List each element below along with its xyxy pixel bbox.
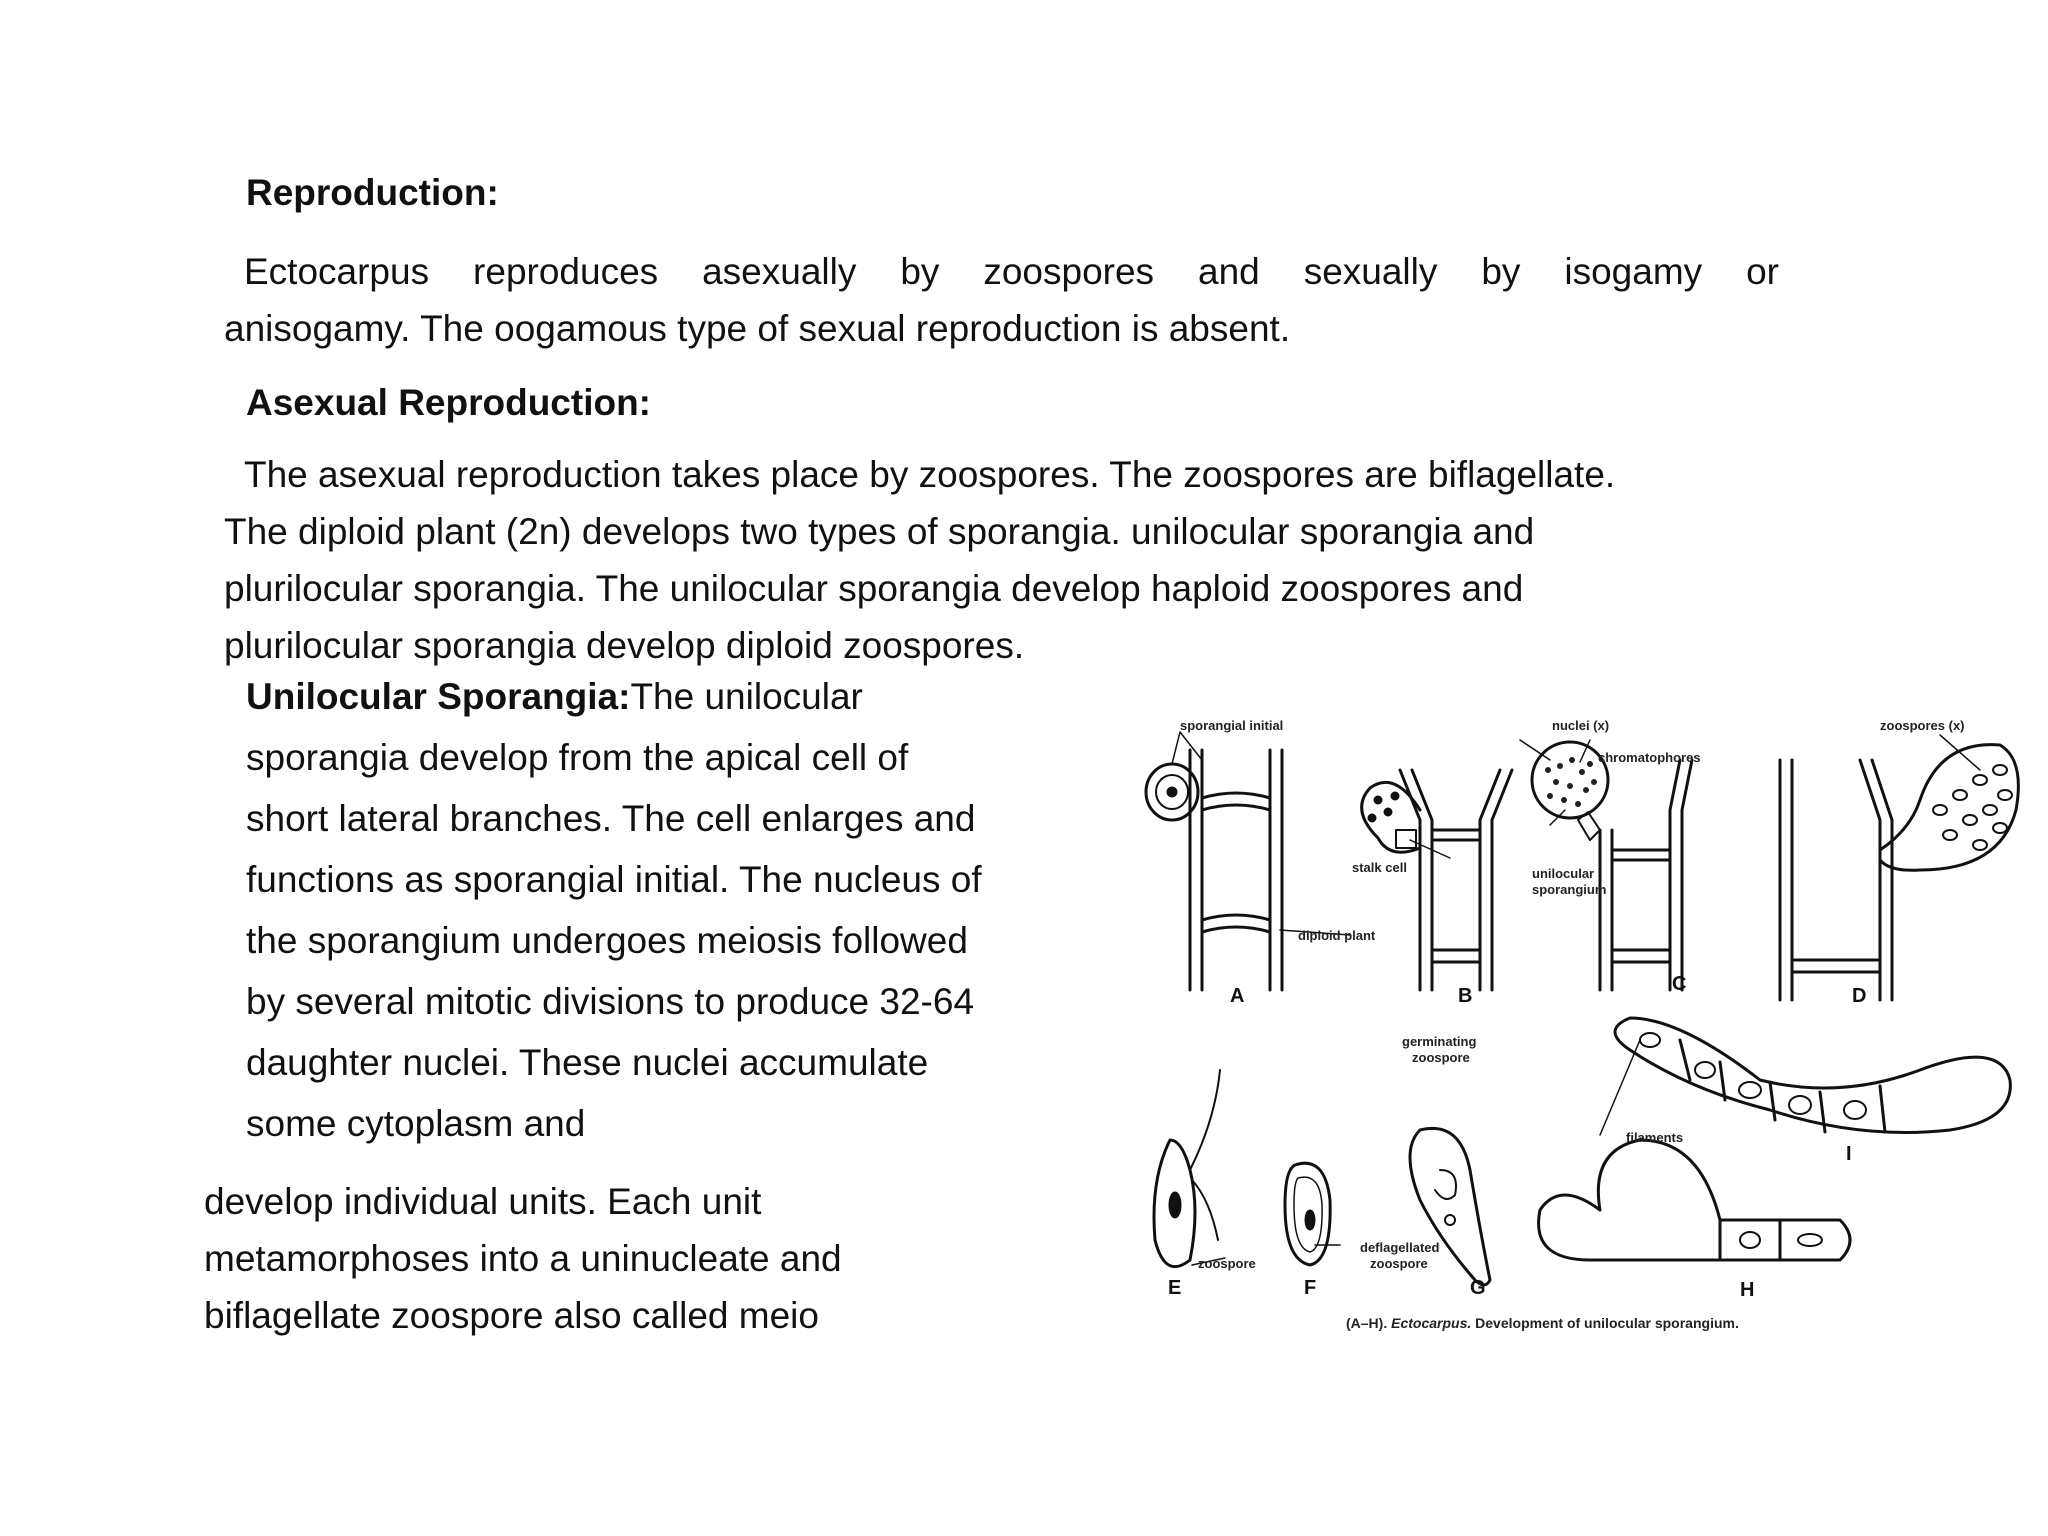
label-filaments: filaments (1626, 1130, 1684, 1145)
label-stalk-cell: stalk cell (1352, 860, 1407, 875)
stage-h-drawing (1539, 1140, 1850, 1260)
figure-caption-prefix: (A–H). (1346, 1315, 1388, 1331)
continued-line-1: develop individual units. Each unit (204, 1181, 762, 1222)
asexual-line-4: plurilocular sporangia develop diploid zoospores. (224, 625, 1025, 666)
stage-letter-g: G (1470, 1277, 1486, 1299)
stage-letter-e: E (1168, 1277, 1182, 1299)
stage-letter-d: D (1852, 985, 1867, 1007)
label-zoospores: zoospores (x) (1880, 718, 1965, 733)
stage-f-drawing (1285, 1163, 1330, 1265)
stage-b-drawing (1362, 770, 1512, 990)
label-diploid-plant: diploid plant (1298, 928, 1376, 943)
stage-letter-h: H (1740, 1279, 1755, 1301)
unilocular-sporangium-figure (1120, 700, 2026, 1340)
heading-asexual: Asexual Reproduction: (246, 382, 651, 423)
label-nuclei: nuclei (x) (1552, 718, 1610, 733)
label-chromatophores: chromatophores (1598, 750, 1701, 765)
unilocular-line: the sporangium undergoes meiosis followed (246, 920, 968, 961)
unilocular-first-line (246, 668, 863, 725)
unilocular-first-line-rest: The unilocular (630, 676, 863, 717)
unilocular-line: by several mitotic divisions to produce 32-64 (246, 981, 975, 1022)
continued-line-2: metamorphoses into a uninucleate and (204, 1238, 842, 1279)
figure-caption-genus: Ectocarpus. (1391, 1315, 1472, 1331)
asexual-line-2: The diploid plant (2n) develops two types of sporangia. unilocular sporangia and (224, 511, 1535, 552)
unilocular-line: short lateral branches. The cell enlarges and (246, 798, 976, 839)
asexual-line-3: plurilocular sporangia. The unilocular sporangia develop haploid zoospores and (224, 568, 1524, 609)
intro-line-2: anisogamy. The oogamous type of sexual reproduction is absent. (224, 308, 1291, 349)
continued-line-3: biflagellate zoospore also called meio (204, 1295, 819, 1336)
unilocular-line: sporangia develop from the apical cell of (246, 737, 909, 778)
stage-letter-f: F (1304, 1277, 1317, 1299)
label-germinating-zoospore-1: germinating (1402, 1034, 1477, 1049)
stage-letter-b: B (1458, 985, 1473, 1007)
intro-line-1: Ectocarpus reproduces asexually by zoospores and sexually by isogamy or (244, 251, 1779, 292)
unilocular-line: some cytoplasm and (246, 1103, 586, 1144)
stage-i-drawing (1615, 1018, 2010, 1133)
label-germinating-zoospore-2: zoospore (1412, 1050, 1470, 1065)
figure-caption (1346, 1315, 1739, 1331)
unilocular-line: daughter nuclei. These nuclei accumulate (246, 1042, 929, 1083)
label-zoospore: zoospore (1198, 1256, 1256, 1271)
label-deflagellated-zoospore-1: deflagellated (1360, 1240, 1440, 1255)
label-unilocular-sporangium-1: unilocular (1532, 866, 1595, 881)
asexual-line-1: The asexual reproduction takes place by zoospores. The zoospores are biflagellate. (244, 454, 1616, 495)
label-sporangial-initial: sporangial initial (1180, 718, 1284, 733)
stage-letter-i: I (1846, 1143, 1852, 1165)
figure-caption-rest: Development of unilocular sporangium. (1475, 1315, 1739, 1331)
stage-letter-c: C (1672, 973, 1687, 995)
stage-a-drawing (1146, 750, 1282, 990)
stage-letter-a: A (1230, 985, 1245, 1007)
label-deflagellated-zoospore-2: zoospore (1370, 1256, 1428, 1271)
unilocular-line: functions as sporangial initial. The nucleus of (246, 859, 982, 900)
stage-d-drawing (1780, 745, 2018, 1000)
unilocular-heading: Unilocular Sporangia: (246, 676, 631, 717)
heading-reproduction: Reproduction: (246, 172, 499, 213)
stage-e-drawing (1154, 1070, 1220, 1267)
label-unilocular-sporangium-2: sporangium (1532, 882, 1607, 897)
figure-drawing (1120, 700, 2026, 1340)
